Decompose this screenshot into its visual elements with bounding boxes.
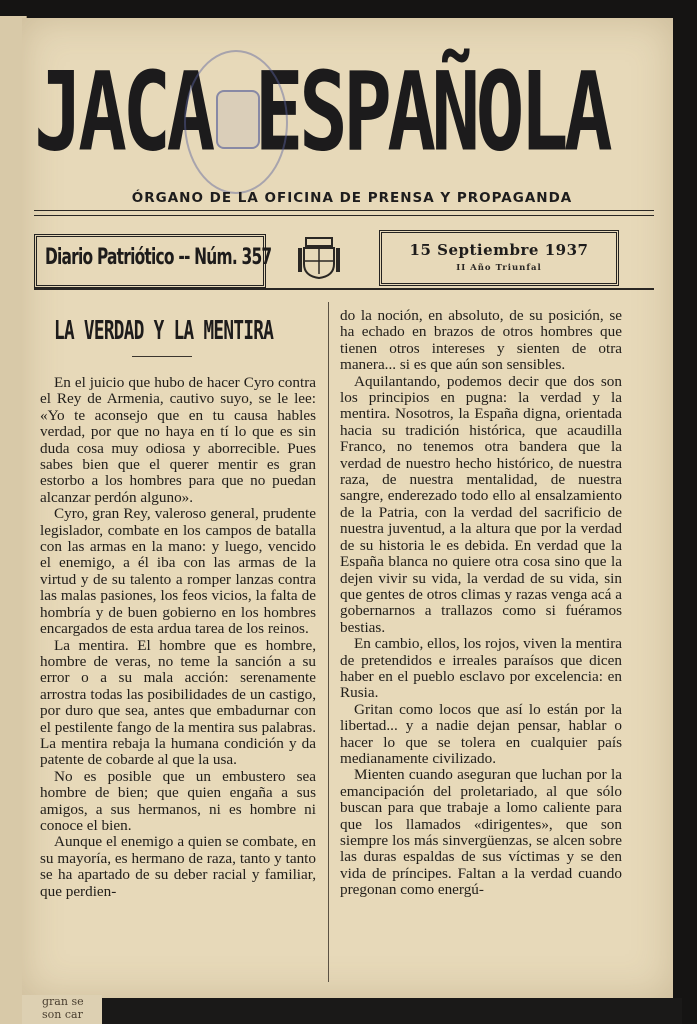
- paragraph: La mentira. El hombre que es hombre, hombre de veras, no teme la sanción a su error o a su mala acción: serenamente arrostra todas las posibilidades de un castigo, por duro que sea, antes que embadurnar con el pestilente fango de la mentira sus palabras. La mentira rebaja la humana condición y da patente de cobarde al que la usa.: [40, 636, 316, 769]
- column-divider: [328, 302, 329, 982]
- paragraph: En cambio, ellos, los rojos, viven la mentira de pretendidos e irreales paraísos que dicen haber en el pueblo esclavo por excelencia: en Rusia.: [340, 635, 622, 702]
- masthead-divider: [34, 210, 654, 216]
- scan-bottom-edge: [22, 998, 682, 1024]
- next-page-scrap: [22, 995, 102, 1024]
- issue-label: Diario Patriótico -- Núm. 357: [45, 245, 272, 270]
- newspaper-page: [22, 18, 673, 998]
- paragraph: Aunque el enemigo a quien se combate, en su mayoría, es hermano de raza, tanto y tanto se ha apartado de su deber racial y familiar, que perdien-: [40, 833, 316, 900]
- scrap-line: son car: [42, 1008, 83, 1021]
- paragraph: Gritan como locos que así lo están por la libertad... y a nadie dejan pensar, hablar o hacer lo que se tolera en cualquier país medianamente civilizado.: [340, 700, 622, 767]
- masthead-subtitle: ÓRGANO DE LA OFICINA DE PRENSA Y PROPAGANDA: [131, 190, 573, 206]
- paragraph: No es posible que un embustero sea hombre de bien; que quien engaña a sus amigos, a sus hermanos, ni es hombre ni conoce el bien.: [40, 767, 316, 834]
- headline-underline: [132, 356, 192, 357]
- year-label: II Año Triunfal: [456, 263, 542, 273]
- paragraph: Cyro, gran Rey, valeroso general, prudente legislador, combate en los campos de batalla con las armas en la mano: y luego, vencido el enemigo, a él iba con las armas de la virtud y de su talento a romper lanzas contra las malas pasiones, los feos vicios, la falta de hombría y de buen gobierno en los hombres encargados de esta ardua tarea de los reinos.: [40, 505, 316, 638]
- ink-stamp-icon: [184, 50, 288, 194]
- paragraph: Mienten cuando aseguran que luchan por la emancipación del proletariado, al que sólo buscan para que trabaje a lomo caliente para que los llamados «dirigentes», que son siempre los más sinvergüenzas, se alcen sobre las duras espaldas de sus víctimas y se den vida de príncipes. Faltan a la verdad cuando pregonan como energú-: [340, 766, 622, 899]
- paragraph: Aquilantando, podemos decir que dos son los principios en pugna: la verdad y la mentira. Nosotros, la España digna, orientada hacia su tradición histórica, que acaudilla Franco, no tenemos otra bandera que la verdad de nuestro hecho histórico, de nuestra raza, de nuestra mentalidad, de nuestra sangre, enderezado todo ello al ensalzamiento de la Patria, con la verdad del sacrificio de nuestra juventud, a la altura que por la verdad de su historia le es debida. En verdad que la España blanca no quiere otra cosa sino que la dejen vivir su vida, la verdad de su vida, sin que gentes de otros climas y razas venga acá a gobernarnos a trallazos como si fuéramos bestias.: [340, 372, 622, 636]
- issue-box: [34, 234, 272, 288]
- article-headline: LA VERDAD Y LA MENTIRA: [54, 316, 274, 346]
- paragraph: do la noción, en absoluto, de su posición, se ha echado en brazos de otros hombres que tienen otros intereses y sienten de otra manera... si es que aún son sensibles.: [340, 307, 622, 374]
- header-divider: [34, 288, 654, 290]
- masthead-title: JACA ESPAÑOLA: [34, 47, 609, 176]
- date-box: [379, 230, 619, 286]
- masthead: [34, 47, 634, 176]
- left-column: [40, 375, 316, 900]
- issue-date: 15 Septiembre 1937: [409, 241, 589, 259]
- right-column: [340, 308, 622, 899]
- scrap-line: gran se: [42, 995, 84, 1008]
- paragraph: En el juicio que hubo de hacer Cyro contra el Rey de Armenia, cautivo suyo, se le lee: «Yo te aconsejo que en tu causa hables verdad, por que no haya en tí lo que es sin duda cosa muy odiosa y aborrecible. Pues sabes bien que el querer mentir es gran estorbo a los hombres para que no puedan alcanzar perdón alguno».: [40, 374, 316, 506]
- stamp-shield-icon: [216, 90, 260, 149]
- coat-of-arms-icon: [296, 234, 342, 280]
